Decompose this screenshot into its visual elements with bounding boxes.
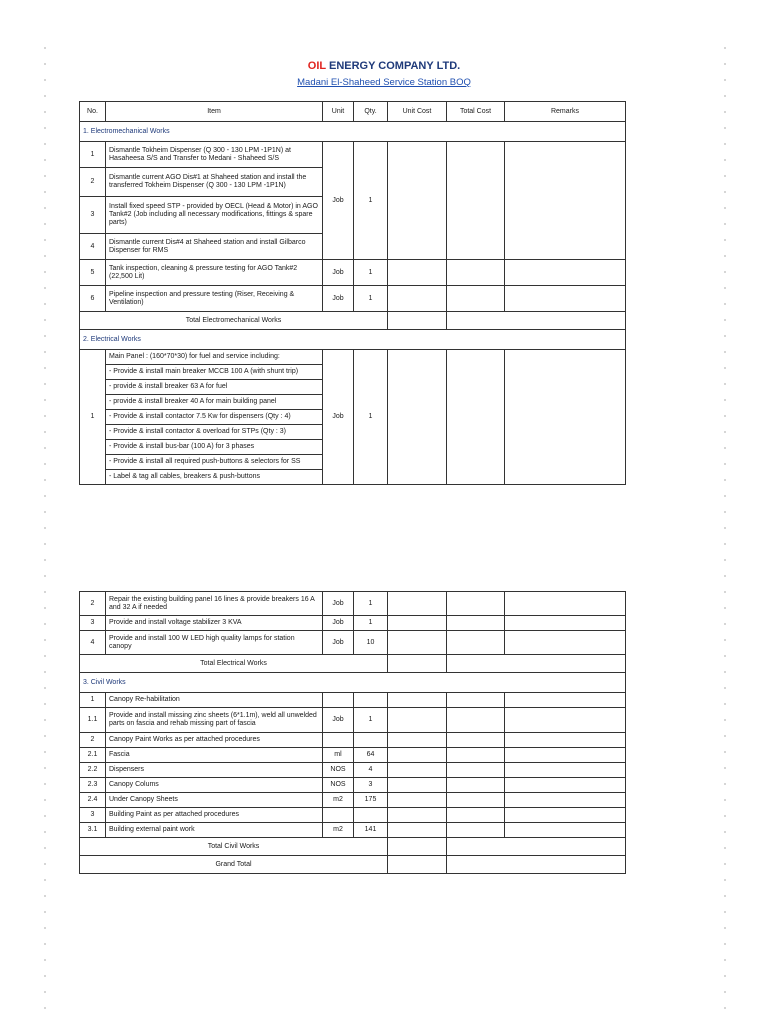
row-no: 4 xyxy=(80,631,106,655)
grand-total-label: Grand Total xyxy=(80,856,388,874)
row-qty: 3 xyxy=(354,778,388,793)
table-row xyxy=(80,808,626,823)
row-no: 2.1 xyxy=(80,748,106,763)
row-item: Dismantle current AGO Dis#1 at Shaheed station and install the transferred Tokheim Dispenser (Q 300 - 130 LPM -1P1N) xyxy=(106,168,323,197)
row-total-cost xyxy=(447,350,505,485)
row-unit-cost xyxy=(388,823,447,838)
row-total-cost xyxy=(447,763,505,778)
row-item: Dispensers xyxy=(106,763,323,778)
row-remarks xyxy=(505,142,626,260)
total-row xyxy=(80,312,626,330)
row-unit-cost xyxy=(388,808,447,823)
row-no: 2.3 xyxy=(80,778,106,793)
table-row xyxy=(80,631,626,655)
total-electromechanical-label: Total Electromechanical Works xyxy=(80,312,388,330)
section-title-electrical: 2. Electrical Works xyxy=(80,330,626,350)
panel-line: - Provide & install contactor & overload for STPs (Qty : 3) xyxy=(106,425,323,440)
row-no: 6 xyxy=(80,286,106,312)
row-remarks xyxy=(505,823,626,838)
row-qty: 10 xyxy=(354,631,388,655)
row-unit: m2 xyxy=(323,793,354,808)
row-item: Install fixed speed STP - provided by OECL (Head & Motor) in AGO Tank#2 (Job including all necessary modifications, fittings & spare parts) xyxy=(106,197,323,234)
table-row xyxy=(80,748,626,763)
panel-line: - Provide & install all required push-buttons & selectors for SS xyxy=(106,455,323,470)
row-unit: Job xyxy=(323,260,354,286)
row-item: Canopy Paint Works as per attached procedures xyxy=(106,733,323,748)
page-margin-dots-right xyxy=(724,40,726,1014)
row-remarks xyxy=(505,616,626,631)
row-item: Fascia xyxy=(106,748,323,763)
row-no: 1 xyxy=(80,350,106,485)
row-unit: Job xyxy=(323,708,354,733)
row-qty xyxy=(354,693,388,708)
row-unit-cost xyxy=(388,286,447,312)
row-no: 3.1 xyxy=(80,823,106,838)
row-item: Building external paint work xyxy=(106,823,323,838)
row-item: Canopy Colums xyxy=(106,778,323,793)
row-unit xyxy=(323,733,354,748)
total-row xyxy=(80,655,626,673)
row-remarks xyxy=(505,808,626,823)
row-no: 1.1 xyxy=(80,708,106,733)
table-row xyxy=(80,708,626,733)
row-remarks xyxy=(505,748,626,763)
row-unit-cost xyxy=(388,693,447,708)
table-row xyxy=(80,142,626,168)
row-item: Pipeline inspection and pressure testing (Riser, Receiving & Ventilation) xyxy=(106,286,323,312)
total-row xyxy=(80,838,626,856)
row-remarks xyxy=(505,260,626,286)
row-unit: Job xyxy=(323,631,354,655)
row-total-cost xyxy=(447,793,505,808)
row-remarks xyxy=(505,763,626,778)
table-row xyxy=(80,350,626,365)
panel-line: - provide & install breaker 40 A for main building panel xyxy=(106,395,323,410)
row-qty xyxy=(354,733,388,748)
table-header-row xyxy=(80,102,626,122)
row-total-cost xyxy=(447,631,505,655)
row-item: Provide and install voltage stabilizer 3 KVA xyxy=(106,616,323,631)
row-total-cost xyxy=(447,778,505,793)
total-unit-cost xyxy=(388,655,447,673)
row-no: 2.4 xyxy=(80,793,106,808)
grand-total-unit-cost xyxy=(388,856,447,874)
row-unit-cost xyxy=(388,748,447,763)
row-item: Provide and install 100 W LED high quality lamps for station canopy xyxy=(106,631,323,655)
row-item: Provide and install missing zinc sheets (6*1.1m), weld all unwelded parts on fascia and rehab missing part of fascia xyxy=(106,708,323,733)
row-remarks xyxy=(505,733,626,748)
row-no: 1 xyxy=(80,693,106,708)
row-no: 3 xyxy=(80,197,106,234)
table-row xyxy=(80,693,626,708)
company-title: OIL ENERGY COMPANY LTD. xyxy=(307,60,461,72)
table-row xyxy=(80,763,626,778)
row-qty xyxy=(354,808,388,823)
row-qty: 141 xyxy=(354,823,388,838)
total-electrical-value xyxy=(447,655,626,673)
row-remarks xyxy=(505,693,626,708)
row-item: Building Paint as per attached procedures xyxy=(106,808,323,823)
row-remarks xyxy=(505,592,626,616)
total-electromechanical-value xyxy=(447,312,626,330)
row-unit-cost xyxy=(388,592,447,616)
row-total-cost xyxy=(447,708,505,733)
row-unit: Job xyxy=(323,350,354,485)
row-unit-cost xyxy=(388,778,447,793)
table-row xyxy=(80,616,626,631)
table-row xyxy=(80,592,626,616)
row-item: Dismantle Tokheim Dispenser (Q 300 - 130 LPM -1P1N) at Hasaheesa S/S and Transfer to Medani - Shaheed S/S xyxy=(106,142,323,168)
row-qty: 1 xyxy=(354,616,388,631)
row-item: Canopy Re-habilitation xyxy=(106,693,323,708)
section-row xyxy=(80,673,626,693)
row-unit: m2 xyxy=(323,823,354,838)
panel-line: - Provide & install main breaker MCCB 100 A (with shunt trip) xyxy=(106,365,323,380)
row-item: Dismantle current Dis#4 at Shaheed station and install Gilbarco Dispenser for RMS xyxy=(106,234,323,260)
row-qty: 64 xyxy=(354,748,388,763)
row-total-cost xyxy=(447,823,505,838)
row-total-cost xyxy=(447,808,505,823)
col-header-total-cost: Total Cost xyxy=(447,102,505,122)
section-title-civil: 3. Civil Works xyxy=(80,673,626,693)
total-unit-cost xyxy=(388,838,447,856)
row-no: 2 xyxy=(80,733,106,748)
col-header-item: Item xyxy=(106,102,323,122)
row-total-cost xyxy=(447,142,505,260)
row-unit: ml xyxy=(323,748,354,763)
row-unit-cost xyxy=(388,793,447,808)
row-qty: 1 xyxy=(354,350,388,485)
document-subtitle: Madani El-Shaheed Service Station BOQ xyxy=(297,77,471,88)
row-item: Repair the existing building panel 16 lines & provide breakers 16 A and 32 A if needed xyxy=(106,592,323,616)
panel-line: - Provide & install contactor 7.5 Kw for dispensers (Qty : 4) xyxy=(106,410,323,425)
panel-line: - provide & install breaker 63 A for fuel xyxy=(106,380,323,395)
col-header-no: No. xyxy=(80,102,106,122)
row-remarks xyxy=(505,631,626,655)
row-remarks xyxy=(505,286,626,312)
row-unit: Job xyxy=(323,616,354,631)
row-qty: 1 xyxy=(354,142,388,260)
total-civil-value xyxy=(447,838,626,856)
row-qty: 4 xyxy=(354,763,388,778)
total-unit-cost xyxy=(388,312,447,330)
row-unit xyxy=(323,808,354,823)
grand-total-row xyxy=(80,856,626,874)
row-qty: 175 xyxy=(354,793,388,808)
table-row xyxy=(80,823,626,838)
row-no: 3 xyxy=(80,808,106,823)
row-total-cost xyxy=(447,733,505,748)
row-qty: 1 xyxy=(354,286,388,312)
table-row xyxy=(80,733,626,748)
row-remarks xyxy=(505,793,626,808)
row-no: 1 xyxy=(80,142,106,168)
row-total-cost xyxy=(447,693,505,708)
row-no: 2 xyxy=(80,592,106,616)
col-header-unit-cost: Unit Cost xyxy=(388,102,447,122)
row-unit: NOS xyxy=(323,778,354,793)
row-unit: NOS xyxy=(323,763,354,778)
row-qty: 1 xyxy=(354,708,388,733)
row-remarks xyxy=(505,350,626,485)
row-total-cost xyxy=(447,592,505,616)
row-total-cost xyxy=(447,260,505,286)
section-row xyxy=(80,330,626,350)
row-remarks xyxy=(505,708,626,733)
row-total-cost xyxy=(447,748,505,763)
row-qty: 1 xyxy=(354,260,388,286)
section-row xyxy=(80,122,626,142)
panel-line: - Label & tag all cables, breakers & push-buttons xyxy=(106,470,323,485)
row-no: 2.2 xyxy=(80,763,106,778)
row-total-cost xyxy=(447,286,505,312)
row-unit: Job xyxy=(323,286,354,312)
row-qty: 1 xyxy=(354,592,388,616)
table-row xyxy=(80,793,626,808)
row-unit-cost xyxy=(388,733,447,748)
col-header-qty: Qty. xyxy=(354,102,388,122)
panel-line: Main Panel : (160*70*30) for fuel and service including: xyxy=(106,350,323,365)
boq-table-part1 xyxy=(79,101,626,485)
boq-table-part2 xyxy=(79,591,626,874)
row-unit xyxy=(323,693,354,708)
panel-line: - Provide & install bus-bar (100 A) for 3 phases xyxy=(106,440,323,455)
row-unit-cost xyxy=(388,142,447,260)
grand-total-value xyxy=(447,856,626,874)
row-unit: Job xyxy=(323,592,354,616)
table-row xyxy=(80,778,626,793)
row-unit-cost xyxy=(388,260,447,286)
row-unit-cost xyxy=(388,708,447,733)
table-row xyxy=(80,260,626,286)
row-no: 2 xyxy=(80,168,106,197)
row-remarks xyxy=(505,778,626,793)
row-item: Under Canopy Sheets xyxy=(106,793,323,808)
row-no: 3 xyxy=(80,616,106,631)
row-item: Tank inspection, cleaning & pressure testing for AGO Tank#2 (22,500 Lit) xyxy=(106,260,323,286)
col-header-unit: Unit xyxy=(323,102,354,122)
total-electrical-label: Total Electrical Works xyxy=(80,655,388,673)
row-no: 5 xyxy=(80,260,106,286)
section-title-electromechanical: 1. Electromechanical Works xyxy=(80,122,626,142)
total-civil-label: Total Civil Works xyxy=(80,838,388,856)
row-no: 4 xyxy=(80,234,106,260)
col-header-remarks: Remarks xyxy=(505,102,626,122)
row-unit-cost xyxy=(388,350,447,485)
table-row xyxy=(80,286,626,312)
row-unit: Job xyxy=(323,142,354,260)
row-unit-cost xyxy=(388,631,447,655)
page-margin-dots-left xyxy=(44,40,46,1014)
row-unit-cost xyxy=(388,616,447,631)
row-unit-cost xyxy=(388,763,447,778)
row-total-cost xyxy=(447,616,505,631)
